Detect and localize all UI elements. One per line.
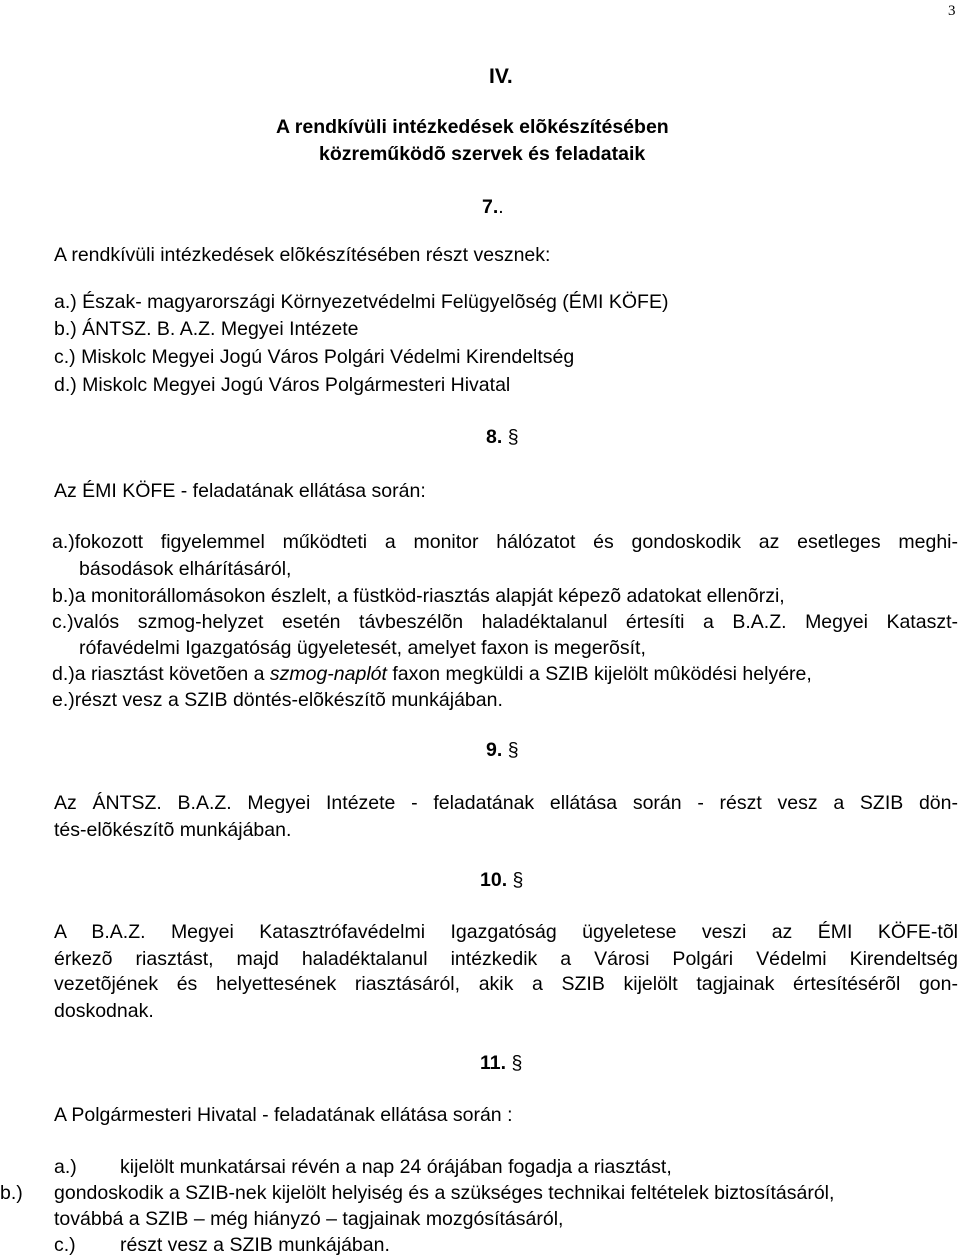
page-number: 3 [948, 3, 956, 19]
section-11-item-c-text: részt vesz a SZIB munkájában. [120, 1234, 390, 1256]
section-10-heading [480, 871, 523, 891]
section-number: 8. [486, 426, 503, 448]
section-symbol: . [498, 196, 504, 218]
section-symbol: § [511, 1052, 523, 1074]
section-11-item-b-label: b.) [0, 1182, 23, 1204]
section-9-line1: Az ÁNTSZ. B.A.Z. Megyei Intézete - feladatának ellátása során - részt vesz a SZIB dön- [54, 792, 958, 814]
section-8-item-b: b.)a monitorállomásokon észlelt, a füstköd-riasztás alapját képezõ adatokat ellenõrzi, [52, 585, 785, 607]
section-7-item-b: b.) ÁNTSZ. B. A.Z. Megyei Intézete [54, 318, 359, 340]
section-8-item-c-line1: c.)valós szmog-helyzet esetén távbeszélõn haladéktalanul értesíti a B.A.Z. Megyei Kataszt- [52, 611, 958, 633]
section-11-heading [480, 1054, 522, 1074]
chapter-numeral: IV. [489, 65, 513, 88]
section-11-item-b-line1: gondoskodik a SZIB-nek kijelölt helyiség és a szükséges technikai feltételek biztosításáról, [54, 1182, 835, 1204]
section-7-item-c: c.) Miskolc Megyei Jogú Város Polgári Védelmi Kirendeltség [54, 346, 575, 368]
section-8-heading [486, 428, 519, 448]
item-d-text-post: faxon megküldi a SZIB kijelölt mûködési helyére, [386, 663, 812, 685]
section-7-item-d: d.) Miskolc Megyei Jogú Város Polgármesteri Hivatal [54, 374, 511, 396]
section-8-item-c-line2: rófavédelmi Igazgatóság ügyeletesét, amelyet faxon is megerõsít, [79, 637, 646, 659]
section-11-item-b-line2: továbbá a SZIB – még hiányzó – tagjainak mozgósításáról, [54, 1208, 564, 1230]
section-number: 11. [480, 1052, 507, 1074]
section-symbol: § [507, 739, 519, 761]
section-number: 7. [482, 196, 499, 218]
section-symbol: § [512, 869, 524, 891]
section-number: 10. [480, 869, 508, 891]
section-11-intro: A Polgármesteri Hivatal - feladatának ellátása során : [54, 1104, 513, 1126]
chapter-title-line1: A rendkívüli intézkedések elõkészítésében [276, 116, 669, 138]
section-10-line2: érkezõ riasztást, majd haladéktalanul intézkedik a Városi Polgári Védelmi Kirendeltség [54, 948, 958, 970]
item-d-text-pre: d.)a riasztást követõen a [52, 663, 270, 685]
section-8-item-d [52, 665, 812, 685]
chapter-title-line2: közreműködõ szervek és feladataik [319, 143, 646, 165]
section-10-line1: A B.A.Z. Megyei Katasztrófavédelmi Igazgatóság ügyeletese veszi az ÉMI KÖFE-tõl [54, 921, 958, 943]
section-8-item-e: e.)részt vesz a SZIB döntés-elõkészítõ munkájában. [52, 689, 503, 711]
section-10-line3: vezetõjének és helyettesének riasztásáról, akik a SZIB kijelölt tagjainak értesítésérõl gon- [54, 973, 958, 995]
section-7-heading [482, 198, 504, 218]
section-9-heading [486, 741, 519, 761]
section-7-intro: A rendkívüli intézkedések elõkészítésében részt vesznek: [54, 244, 551, 266]
section-11-item-a-text: kijelölt munkatársai révén a nap 24 órájában fogadja a riasztást, [120, 1156, 672, 1178]
section-11-item-c-label: c.) [54, 1234, 76, 1256]
section-7-item-a: a.) Észak- magyarországi Környezetvédelmi Felügyelõség (ÉMI KÖFE) [54, 291, 669, 313]
section-11-item-a-label: a.) [54, 1156, 77, 1178]
item-d-emphasis: szmog-naplót [269, 663, 387, 685]
section-symbol: § [507, 426, 519, 448]
section-8-item-a-line2: básodások elhárításáról, [79, 558, 292, 580]
section-8-intro: Az ÉMI KÖFE - feladatának ellátása során: [54, 480, 426, 502]
section-9-line2: tés-elõkészítõ munkájában. [54, 819, 292, 841]
section-10-line4: doskodnak. [54, 1000, 154, 1022]
section-8-item-a-line1: a.)fokozott figyelemmel működteti a monitor hálózatot és gondoskodik az esetleges meghi- [52, 531, 958, 553]
section-number: 9. [486, 739, 503, 761]
